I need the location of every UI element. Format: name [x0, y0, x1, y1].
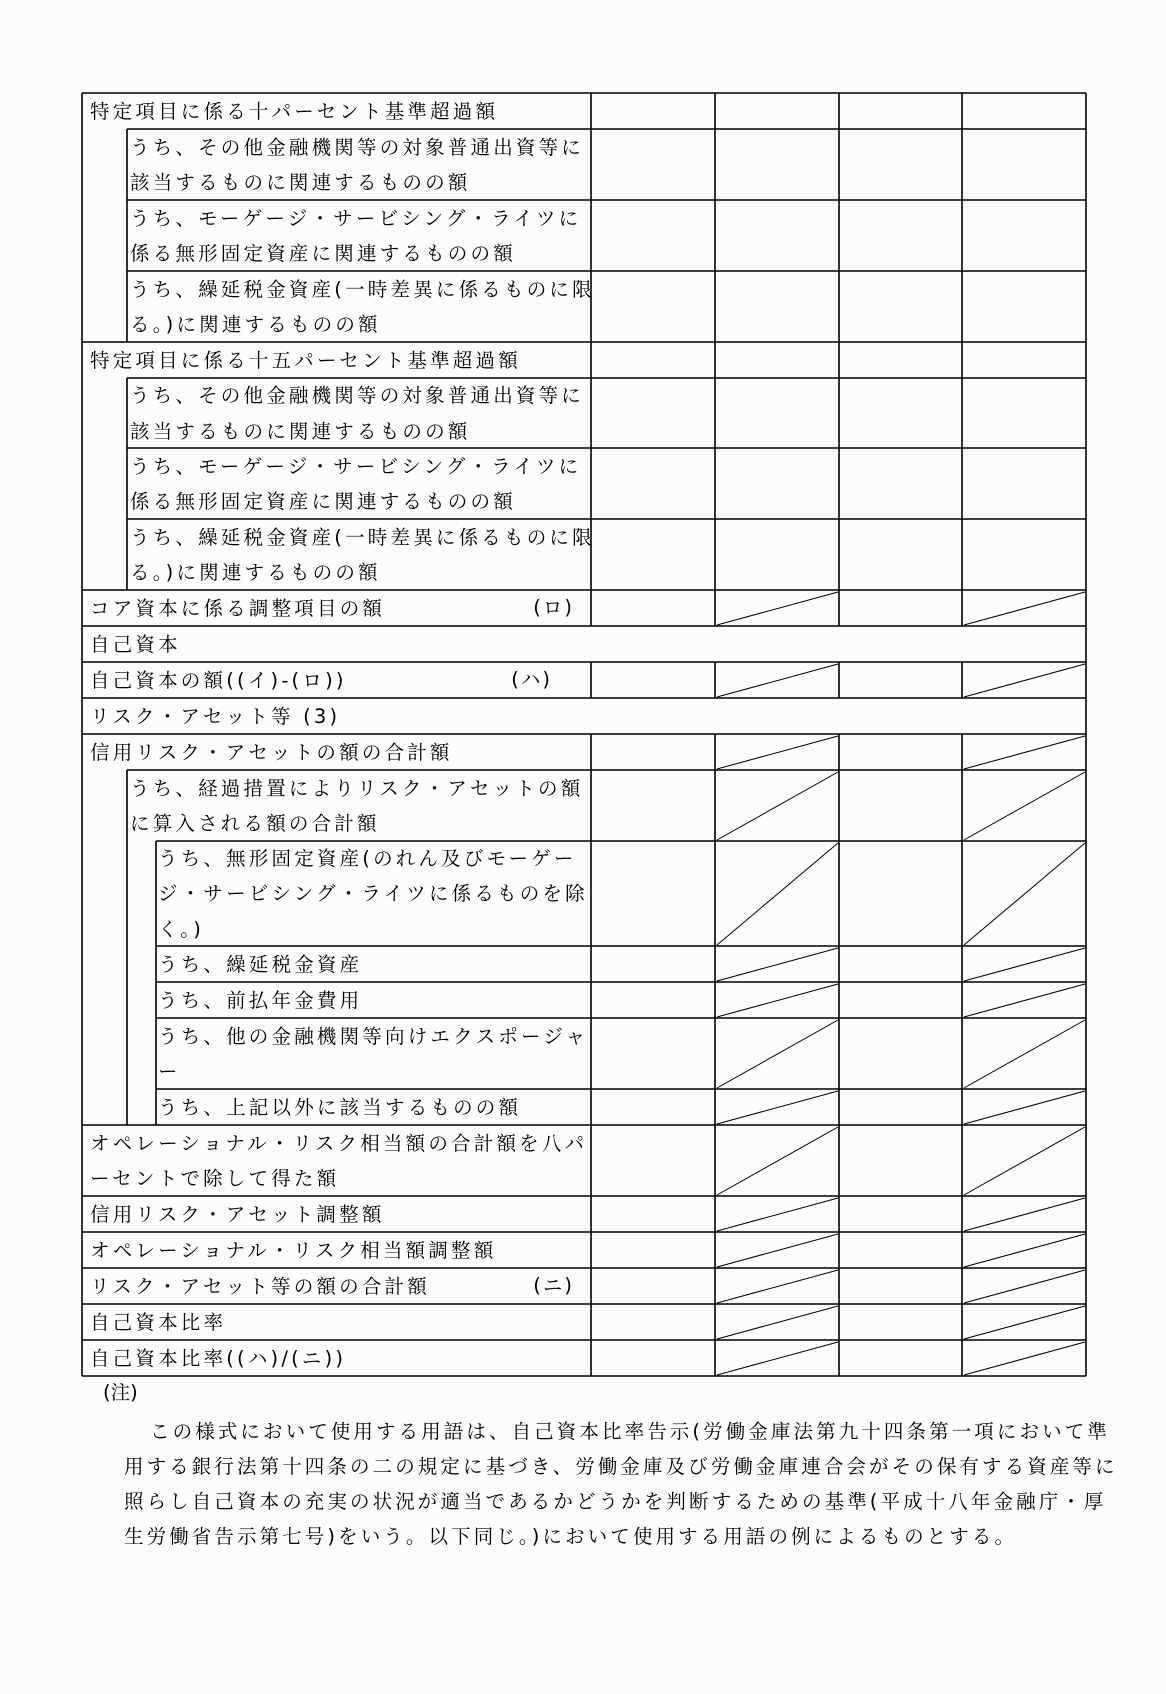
value-cell [962, 129, 1086, 200]
value-cell [591, 590, 715, 626]
row-label: ー [158, 1060, 181, 1083]
value-cell-struck [715, 590, 839, 626]
value-cell [591, 1196, 715, 1232]
note-label: (注) [103, 1381, 138, 1404]
row-label: うち、モーゲージ・サービシング・ライツに [130, 454, 582, 478]
value-cell [591, 1018, 715, 1089]
row-label: 自己資本 [90, 632, 181, 656]
value-cell [715, 200, 839, 271]
note-line-4: 生労働省告示第七号)をいう。以下同じ。)において使用する用語の例によるものとする。 [124, 1525, 1018, 1548]
value-cell [591, 770, 715, 841]
value-cell [591, 1089, 715, 1125]
value-cell [839, 734, 962, 770]
row-label: 該当するものに関連するものの額 [130, 171, 471, 194]
row-label: に算入される額の合計額 [130, 812, 380, 835]
value-cell-struck [715, 1196, 839, 1232]
value-cell [591, 982, 715, 1018]
row-label: ーセントで除して得た額 [90, 1167, 340, 1190]
value-cell [591, 1340, 715, 1376]
value-cell-struck [962, 590, 1086, 626]
row-label: 該当するものに関連するものの額 [130, 419, 471, 443]
row-label: 係る無形固定資産に関連するものの額 [130, 490, 516, 513]
note-line-3: 照らし自己資本の充実の状況が適当であるかどうかを判断するための基準(平成十八年金融庁・厚 [124, 1490, 1107, 1513]
row-label: うち、上記以外に該当するものの額 [158, 1095, 522, 1119]
value-cell [839, 93, 962, 129]
row-label: うち、他の金融機関等向けエクスポージャ [158, 1024, 589, 1048]
value-cell [962, 519, 1086, 590]
value-cell [839, 1196, 962, 1232]
row-label: うち、その他金融機関等の対象普通出資等に [130, 135, 585, 159]
value-cell [715, 342, 839, 378]
value-cell-struck [962, 662, 1086, 698]
value-cell [839, 1125, 962, 1196]
row-label: 信用リスク・アセットの額の合計額 [90, 740, 453, 764]
value-cell [839, 982, 962, 1018]
row-label: うち、モーゲージ・サービシング・ライツに [130, 206, 582, 230]
value-cell [715, 129, 839, 200]
row-label: る。)に関連するものの額 [130, 561, 381, 584]
value-cell [591, 1304, 715, 1340]
value-cell-struck [962, 1196, 1086, 1232]
value-cell [715, 271, 839, 342]
note-line-1: この様式において使用する用語は、自己資本比率告示(労働金庫法第九十四条第一項において準 [150, 1420, 1110, 1443]
value-cell-struck [962, 1340, 1086, 1376]
value-cell-struck [715, 770, 839, 841]
value-cell [839, 590, 962, 626]
value-cell [839, 1304, 962, 1340]
value-cell-struck [962, 1268, 1086, 1304]
value-cell-struck [715, 734, 839, 770]
value-cell [839, 770, 962, 841]
value-cell [591, 342, 715, 378]
value-cell [839, 662, 962, 698]
row-label: リスク・アセット等 (3) [90, 704, 341, 728]
value-cell [591, 93, 715, 129]
value-cell [591, 519, 715, 590]
row-marker: (ニ) [533, 1274, 574, 1297]
value-cell-struck [962, 734, 1086, 770]
value-cell [962, 271, 1086, 342]
row-label: うち、繰延税金資産 [158, 952, 363, 976]
value-cell [591, 662, 715, 698]
row-label: うち、経過措置によりリスク・アセットの額 [130, 776, 584, 800]
value-cell-struck [715, 1089, 839, 1125]
value-cell-struck [962, 946, 1086, 982]
value-cell [839, 378, 962, 448]
row-label: 信用リスク・アセット調整額 [90, 1202, 385, 1226]
value-cell-struck [962, 1089, 1086, 1125]
row-label: うち、その他金融機関等の対象普通出資等に [130, 384, 585, 407]
row-label: コア資本に係る調整項目の額 [90, 596, 386, 620]
value-cell [591, 841, 715, 946]
value-cell [839, 946, 962, 982]
row-label: 自己資本比率((ハ)/(ニ)) [90, 1346, 347, 1370]
value-cell-struck [715, 946, 839, 982]
value-cell [591, 946, 715, 982]
value-cell [839, 448, 962, 519]
value-cell [591, 1125, 715, 1196]
value-cell-struck [962, 1304, 1086, 1340]
value-cell [962, 200, 1086, 271]
row-label: る。)に関連するものの額 [130, 313, 381, 336]
value-cell [839, 342, 962, 378]
row-label: うち、繰延税金資産(一時差異に係るものに限 [130, 525, 595, 549]
value-cell [839, 841, 962, 946]
row-label: 特定項目に係る十パーセント基準超過額 [90, 99, 499, 123]
row-label: うち、前払年金費用 [158, 988, 363, 1012]
row-label: 特定項目に係る十五パーセント基準超過額 [90, 348, 521, 372]
value-cell [839, 1268, 962, 1304]
row-label: 係る無形固定資産に関連するものの額 [130, 242, 516, 265]
value-cell-struck [715, 1232, 839, 1268]
row-marker: (ロ) [533, 596, 574, 619]
value-cell [839, 1018, 962, 1089]
value-cell-struck [962, 770, 1086, 841]
value-cell [839, 519, 962, 590]
value-cell [715, 519, 839, 590]
value-cell [715, 378, 839, 448]
value-cell [839, 129, 962, 200]
value-cell [962, 93, 1086, 129]
value-cell-struck [715, 1340, 839, 1376]
value-cell [591, 129, 715, 200]
value-cell-struck [962, 982, 1086, 1018]
row-label: オペレーショナル・リスク相当額調整額 [90, 1238, 497, 1262]
value-cell [839, 1232, 962, 1268]
value-cell-struck [715, 1304, 839, 1340]
value-cell [591, 1232, 715, 1268]
row-marker: (ハ) [511, 668, 552, 691]
value-cell-struck [962, 1018, 1086, 1089]
value-cell-struck [962, 841, 1086, 946]
value-cell-struck [715, 982, 839, 1018]
value-cell [591, 378, 715, 448]
row-label: 自己資本比率 [90, 1310, 227, 1334]
value-cell-struck [715, 1018, 839, 1089]
value-cell-struck [962, 1125, 1086, 1196]
row-label: ジ・サービシング・ライツに係るものを除 [158, 882, 588, 906]
value-cell-struck [715, 1125, 839, 1196]
value-cell [591, 1268, 715, 1304]
row-label: く。) [158, 917, 205, 941]
value-cell-struck [715, 1268, 839, 1304]
value-cell [839, 271, 962, 342]
row-label: リスク・アセット等の額の合計額 [90, 1274, 430, 1298]
value-cell-struck [715, 662, 839, 698]
value-cell [715, 93, 839, 129]
value-cell [839, 1089, 962, 1125]
value-cell [962, 448, 1086, 519]
row-label: うち、無形固定資産(のれん及びモーゲー [158, 846, 577, 870]
value-cell [591, 200, 715, 271]
value-cell [839, 200, 962, 271]
value-cell [591, 734, 715, 770]
value-cell-struck [715, 841, 839, 946]
value-cell [591, 271, 715, 342]
row-label: オペレーショナル・リスク相当額の合計額を八パ [90, 1131, 588, 1155]
value-cell [715, 448, 839, 519]
value-cell-struck [962, 1232, 1086, 1268]
value-cell [591, 448, 715, 519]
value-cell [962, 378, 1086, 448]
row-label: うち、繰延税金資産(一時差異に係るものに限 [130, 277, 595, 301]
row-label: 自己資本の額((イ)-(ロ)) [90, 668, 347, 692]
value-cell [962, 342, 1086, 378]
value-cell [839, 1340, 962, 1376]
note-line-2: 用する銀行法第十四条の二の規定に基づき、労働金庫及び労働金庫連合会がその保有する資産等に [124, 1455, 1118, 1478]
